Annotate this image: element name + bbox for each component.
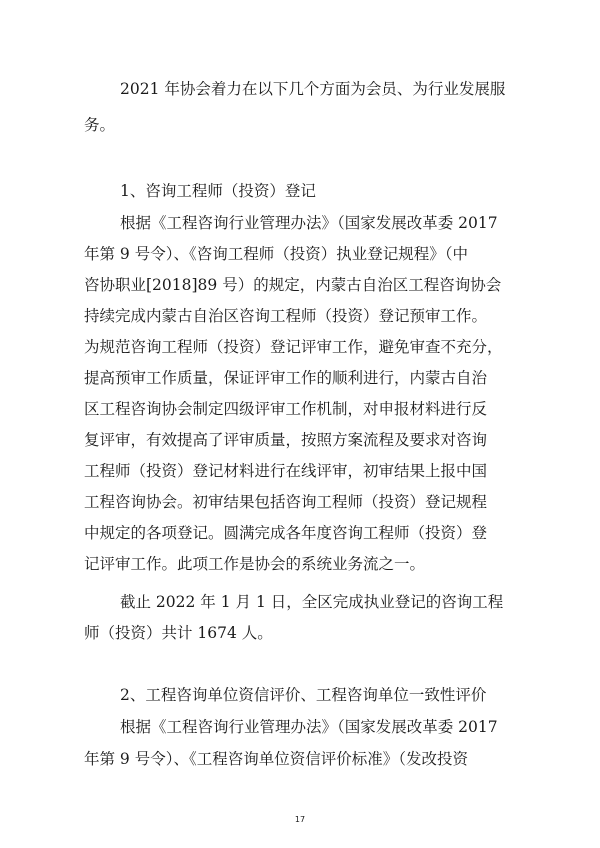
section-1-paragraph-2-line-2: 师（投资）共计 1674 人。 (84, 624, 273, 642)
page-number: 17 (294, 815, 306, 824)
section-2-heading: 2、工程咨询单位资信评价、工程咨询单位一致性评价 (120, 686, 487, 704)
section-2-paragraph-1-line-1: 根据《工程咨询行业管理办法》（国家发展改革委 2017 (120, 718, 498, 736)
section-1-paragraph-1-line-8: 复评审，有效提高了评审质量，按照方案流程及要求对咨询 (84, 431, 488, 449)
intro-line-2: 务。 (84, 116, 116, 134)
section-1-paragraph-1-line-2: 年第 9 号令）、《咨询工程师（投资）执业登记规程》（中 (84, 245, 468, 263)
section-1-paragraph-2-line-1: 截止 2022 年 1 月 1 日，全区完成执业登记的咨询工程 (120, 593, 504, 611)
section-1-paragraph-1-line-1: 根据《工程咨询行业管理办法》（国家发展改革委 2017 (120, 214, 498, 232)
section-1-paragraph-1-line-3: 咨协职业[2018]89 号）的规定，内蒙古自治区工程咨询协会 (84, 276, 502, 294)
section-2-paragraph-1-line-2: 年第 9 号令）、《工程咨询单位资信评价标准》（发改投资 (84, 750, 468, 768)
section-1-paragraph-1-line-11: 中规定的各项登记。圆满完成各年度咨询工程师（投资）登 (84, 524, 488, 542)
section-1-paragraph-1-line-9: 工程师（投资）登记材料进行在线评审，初审结果上报中国 (84, 462, 488, 480)
section-1-paragraph-1-line-4: 持续完成内蒙古自治区咨询工程师（投资）登记预审工作。 (84, 307, 488, 325)
intro-line-1: 2021 年协会着力在以下几个方面为会员、为行业发展服 (120, 80, 506, 98)
section-1-paragraph-1-line-7: 区工程咨询协会制定四级评审工作机制，对申报材料进行反 (84, 400, 488, 418)
section-1-paragraph-1-line-10: 工程咨询协会。初审结果包括咨询工程师（投资）登记规程 (84, 493, 488, 511)
section-1-heading: 1、咨询工程师（投资）登记 (120, 182, 316, 200)
section-1-paragraph-1-line-12: 记评审工作。此项工作是协会的系统业务流之一。 (84, 555, 426, 573)
section-1-paragraph-1-line-6: 提高预审工作质量，保证评审工作的顺利进行，内蒙古自治 (84, 369, 488, 387)
section-1-paragraph-1-line-5: 为规范咨询工程师（投资）登记评审工作，避免审查不充分， (84, 338, 503, 356)
